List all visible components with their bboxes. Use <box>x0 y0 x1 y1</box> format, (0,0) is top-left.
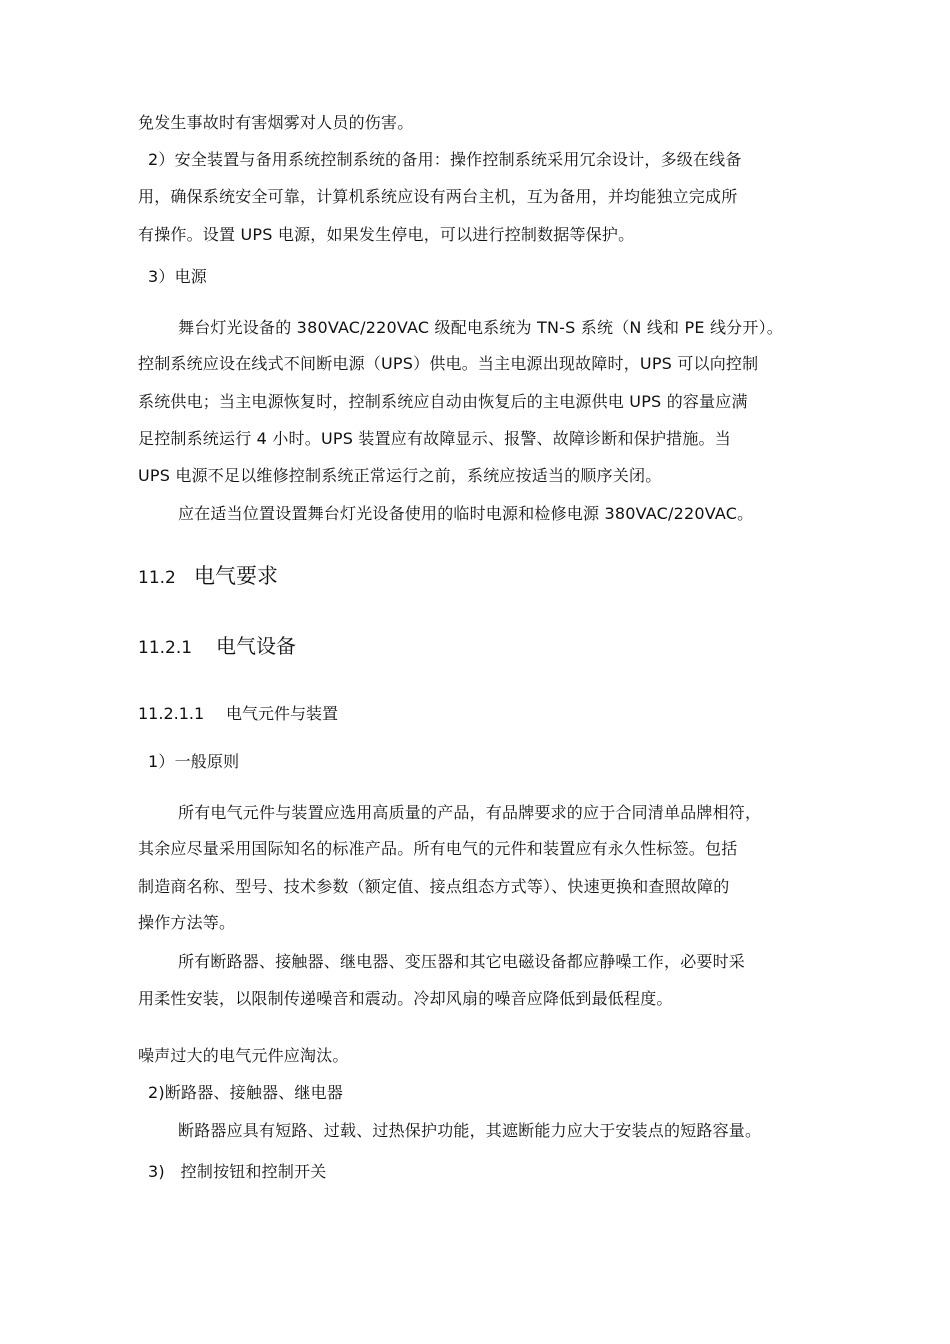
paragraph-line: 足控制系统运行 4 小时。UPS 装置应有故障显示、报警、故障诊断和保护措施。当 <box>138 429 731 448</box>
subsubsection-number: 11.2.1.1 <box>138 704 205 723</box>
paragraph-line: UPS 电源不足以维修控制系统正常运行之前，系统应按适当的顺序关闭。 <box>138 466 662 485</box>
list-item-2: 2)断路器、接触器、继电器 <box>148 1083 344 1102</box>
list-item-3: 3）电源 <box>148 267 207 286</box>
subsubsection-title: 电气元件与装置 <box>226 704 339 723</box>
paragraph-line: 噪声过大的电气元件应淘汰。 <box>138 1046 349 1065</box>
section-title: 电气要求 <box>194 564 278 588</box>
subsection-title: 电气设备 <box>216 634 296 658</box>
list-item-1: 1）一般原则 <box>148 752 240 771</box>
paragraph-line: 制造商名称、型号、技术参数（额定值、接点组态方式等）、快速更换和查照故障的 <box>138 877 730 896</box>
paragraph-line: 用柔性安装，以限制传递噪音和震动。冷却风扇的噪音应降低到最低程度。 <box>138 989 673 1008</box>
paragraph-line: 有操作。设置 UPS 电源，如果发生停电，可以进行控制数据等保护。 <box>138 225 635 244</box>
paragraph-line: 应在适当位置设置舞台灯光设备使用的临时电源和检修电源 380VAC/220VAC。 <box>178 504 754 523</box>
paragraph-line: 其余应尽量采用国际知名的标准产品。所有电气的元件和装置应有永久性标签。包括 <box>138 839 738 858</box>
paragraph-line: 免发生事故时有害烟雾对人员的伤害。 <box>138 113 414 132</box>
paragraph-line: 操作方法等。 <box>138 913 236 932</box>
list-item-2: 2）安全装置与备用系统控制系统的备用：操作控制系统采用冗余设计，多级在线备 <box>148 150 742 169</box>
paragraph-line: 控制系统应设在线式不间断电源（UPS）供电。当主电源出现故障时，UPS 可以向控制 <box>138 354 759 373</box>
subsection-number: 11.2.1 <box>138 638 193 658</box>
paragraph-line: 断路器应具有短路、过载、过热保护功能，其遮断能力应大于安装点的短路容量。 <box>178 1121 762 1140</box>
paragraph-line: 所有电气元件与装置应选用高质量的产品，有品牌要求的应于合同清单品牌相符， <box>178 803 762 822</box>
section-number: 11.2 <box>138 568 176 588</box>
subsubsection-heading <box>138 703 338 725</box>
paragraph-line: 舞台灯光设备的 380VAC/220VAC 级配电系统为 TN-S 系统（N 线和 PE 线分开）。 <box>178 318 783 337</box>
subsection-heading <box>138 633 296 661</box>
paragraph-line: 系统供电；当主电源恢复时，控制系统应自动由恢复后的主电源供电 UPS 的容量应满 <box>138 392 748 411</box>
list-item-3: 3) 控制按钮和控制开关 <box>148 1162 327 1181</box>
paragraph-line: 用，确保系统安全可靠，计算机系统应设有两台主机，互为备用，并均能独立完成所 <box>138 187 738 206</box>
paragraph-line: 所有断路器、接触器、继电器、变压器和其它电磁设备都应静噪工作，必要时采 <box>178 952 746 971</box>
section-heading <box>138 563 278 591</box>
